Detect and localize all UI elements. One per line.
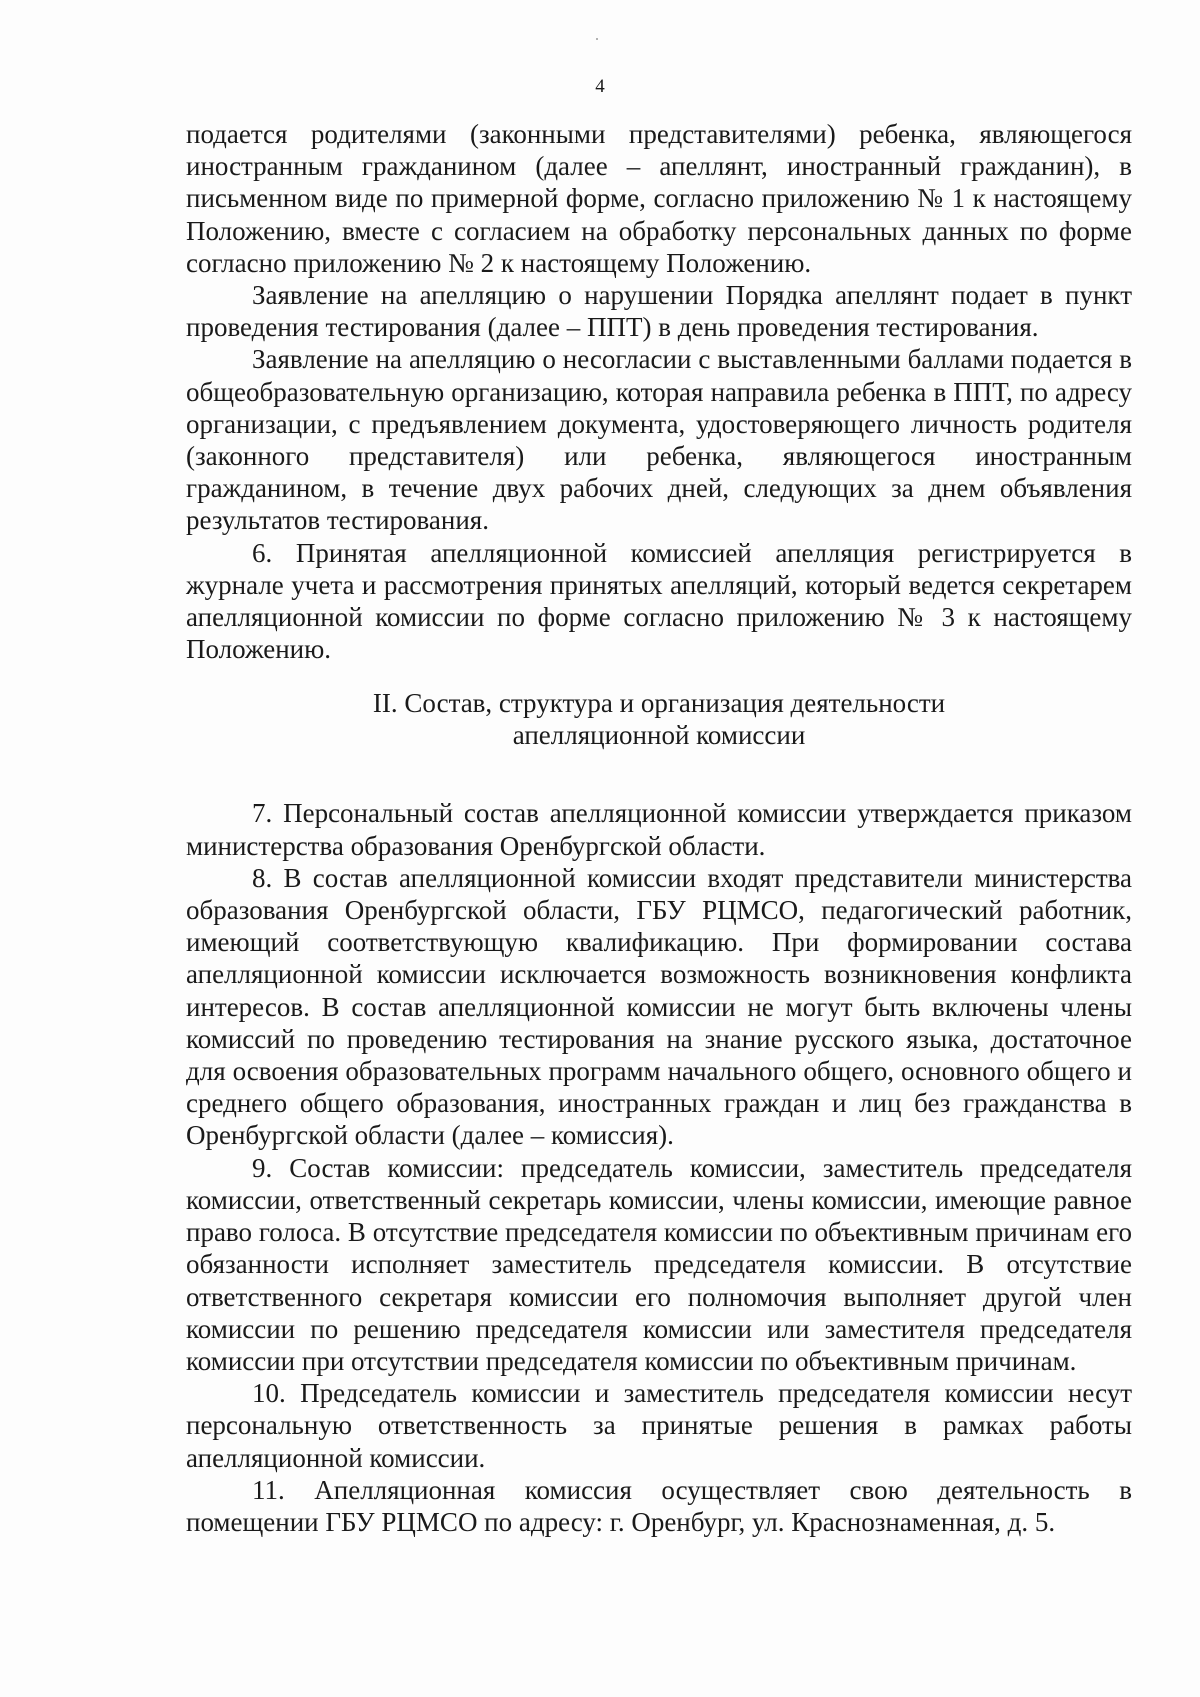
section-heading-line-2: апелляционной комиссии — [512, 720, 806, 751]
section-heading — [186, 687, 1132, 751]
paragraph-item-10: 10. Председатель комиссии и заместитель председателя комиссии несут персональную ответственность за принятые решения в рамках работы апелляционной комиссии. — [186, 1378, 1132, 1473]
page-number: 4 — [595, 76, 605, 97]
paragraph-submission-continuation: подается родителями (законными представителями) ребенка, являющегося иностранным гражданином (далее – апеллянт, иностранный гражданин), в письменном виде по примерной форме, согласно приложению № 1 к настоящему Положению, вместе с согласием на обработку персональных данных по форме согласно приложению № 2 к настоящему Положению. — [186, 119, 1132, 278]
paragraph-item-9: 9. Состав комиссии: председатель комиссии, заместитель председателя комиссии, ответственный секретарь комиссии, члены комиссии, имеющие равное право голоса. В отсутствие председателя комиссии по объективным причинам его обязанности исполняет заместитель председателя комиссии. В отсутствие ответственного секретаря комиссии его полномочия выполняет другой член комиссии по решению председателя комиссии или заместителя председателя комиссии при отсутствии председателя комиссии по объективным причинам. — [186, 1152, 1132, 1376]
scan-speck — [596, 38, 598, 40]
section-heading-line-1: II. Состав, структура и организация деятельности — [372, 688, 946, 719]
paragraph-procedure-violation-appeal: Заявление на апелляцию о нарушении Порядка апеллянт подает в пункт проведения тестирования (далее – ППТ) в день проведения тестирования. — [186, 280, 1132, 343]
paragraph-score-disagreement-appeal: Заявление на апелляцию о несогласии с выставленными баллами подается в общеобразовательную организацию, которая направила ребенка в ППТ, по адресу организации, с предъявлением документа, удостоверяющего личность родителя (законного представителя) или ребенка, являющегося иностранным гражданином, в течение двух рабочих дней, следующих за днем объявления результатов тестирования. — [186, 344, 1132, 536]
paragraph-item-6: 6. Принятая апелляционной комиссией апелляция регистрируется в журнале учета и рассмотрения принятых апелляций, который ведется секретарем апелляционной комиссии по форме согласно приложению № 3 к настоящему Положению. — [186, 537, 1132, 665]
paragraph-item-8: 8. В состав апелляционной комиссии входят представители министерства образования Оренбургской области, ГБУ РЦМСО, педагогический работник, имеющий соответствующую квалификацию. При формировании состава апелляционной комиссии исключается возможность возникновения конфликта интересов. В состав апелляционной комиссии не могут быть включены члены комиссий по проведению тестирования на знание русского языка, достаточное для освоения образовательных программ начального общего, основного общего и среднего общего образования, иностранных граждан и лиц без гражданства в Оренбургской области (далее – комиссия). — [186, 862, 1132, 1151]
paragraph-item-7: 7. Персональный состав апелляционной комиссии утверждается приказом министерства образования Оренбургской области. — [186, 798, 1132, 861]
document-body — [186, 118, 1132, 1538]
paragraph-item-11: 11. Апелляционная комиссия осуществляет свою деятельность в помещении ГБУ РЦМСО по адресу: г. Оренбург, ул. Краснознаменная, д. 5. — [186, 1474, 1132, 1537]
